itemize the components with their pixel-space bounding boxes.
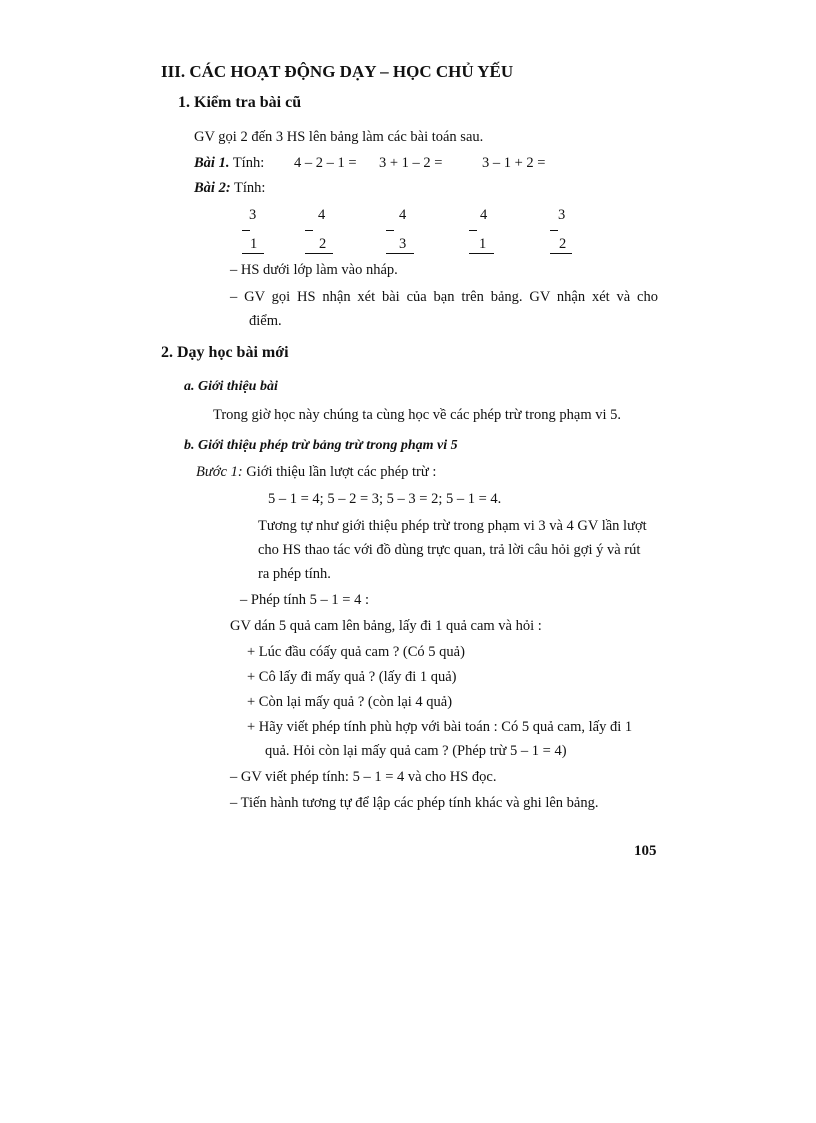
vertical-subtraction <box>242 208 282 258</box>
bai1-line <box>194 156 264 171</box>
minus-sign <box>305 230 313 231</box>
step1-line <box>196 465 436 480</box>
result-line <box>386 253 414 254</box>
part2-heading: 2. Dạy học bài mới <box>161 344 289 361</box>
question-item: + Còn lại mấy quả ? (còn lại 4 quả) <box>247 694 453 710</box>
bai1-expr-3: 3 – 1 + 2 = <box>482 155 546 171</box>
result-line <box>242 253 264 254</box>
question-item: + Cô lấy đi mấy quả ? (lấy đi 1 quả) <box>247 669 457 685</box>
minuend: 4 <box>480 207 488 223</box>
section-heading: III. CÁC HOẠT ĐỘNG DẠY – HỌC CHỦ YẾU <box>161 62 514 81</box>
closing-item: – GV viết phép tính: 5 – 1 = 4 và cho HS đọc. <box>230 769 497 785</box>
phep-tinh-item: – Phép tính 5 – 1 = 4 : <box>240 592 370 608</box>
step1-text: Giới thiệu lần lượt các phép trừ : <box>242 464 437 480</box>
subsection-a-text: Trong giờ học này chúng ta cùng học về các phép trừ trong phạm vi 5. <box>213 407 622 423</box>
vertical-subtraction <box>550 208 590 258</box>
subsection-b-heading: b. Giới thiệu phép trừ bảng trừ trong phạm vi 5 <box>184 438 458 453</box>
part1-intro: GV gọi 2 đến 3 HS lên bảng làm các bài toán sau. <box>194 129 484 145</box>
subtrahend: 2 <box>319 236 327 252</box>
question-continuation: quả. Hỏi còn lại mấy quả cam ? (Phép trừ 5 – 1 = 4) <box>265 743 567 759</box>
vertical-subtraction <box>386 208 426 258</box>
result-line <box>305 253 333 254</box>
closing-item: – Tiến hành tương tự để lập các phép tính khác và ghi lên bảng. <box>230 795 599 811</box>
bai1-label: Bài 1. <box>194 155 230 171</box>
vertical-subtraction <box>305 208 345 258</box>
bai2-line <box>194 181 265 196</box>
minuend: 3 <box>558 207 566 223</box>
minuend: 3 <box>249 207 257 223</box>
paragraph-line: cho HS thao tác với đồ dùng trực quan, trả lời câu hỏi gợi ý và rút <box>258 542 641 558</box>
minus-sign <box>469 230 477 231</box>
subtrahend: 1 <box>479 236 487 252</box>
bullet-item: – HS dưới lớp làm vào nháp. <box>230 262 398 278</box>
step1-label: Bước 1: <box>196 464 243 480</box>
subtrahend: 3 <box>399 236 407 252</box>
bullet-continuation: điểm. <box>249 313 282 329</box>
subtrahend: 1 <box>250 236 258 252</box>
subsection-a-heading: a. Giới thiệu bài <box>184 379 278 394</box>
paragraph-line: ra phép tính. <box>258 566 331 582</box>
minus-sign <box>386 230 394 231</box>
paragraph-line: Tương tự như giới thiệu phép trừ trong phạm vi 3 và 4 GV lần lượt <box>258 518 647 534</box>
question-item: + Hãy viết phép tính phù hợp với bài toán : Có 5 quả cam, lấy đi 1 <box>247 719 633 735</box>
equations-line: 5 – 1 = 4; 5 – 2 = 3; 5 – 3 = 2; 5 – 1 = 4. <box>268 491 502 507</box>
bai1-expr-2: 3 + 1 – 2 = <box>379 155 443 171</box>
gv-dan-line: GV dán 5 quả cam lên bảng, lấy đi 1 quả cam và hỏi : <box>230 618 542 634</box>
bai1-expr-1: 4 – 2 – 1 = <box>294 155 357 171</box>
bai1-tinh: Tính: <box>232 155 265 171</box>
question-item: + Lúc đầu cóấy quả cam ? (Có 5 quả) <box>247 644 465 660</box>
minuend: 4 <box>399 207 407 223</box>
page-number: 105 <box>634 843 657 859</box>
vertical-subtraction <box>469 208 509 258</box>
bai2-label: Bài 2: <box>194 180 231 196</box>
bai2-tinh: Tính: <box>234 180 266 196</box>
subtrahend: 2 <box>559 236 567 252</box>
minus-sign <box>242 230 250 231</box>
part1-heading: 1. Kiểm tra bài cũ <box>178 94 302 111</box>
minus-sign <box>550 230 558 231</box>
result-line <box>469 253 494 254</box>
result-line <box>550 253 572 254</box>
bullet-item: – GV gọi HS nhận xét bài của bạn trên bảng. GV nhận xét và cho <box>230 289 658 305</box>
minuend: 4 <box>318 207 326 223</box>
